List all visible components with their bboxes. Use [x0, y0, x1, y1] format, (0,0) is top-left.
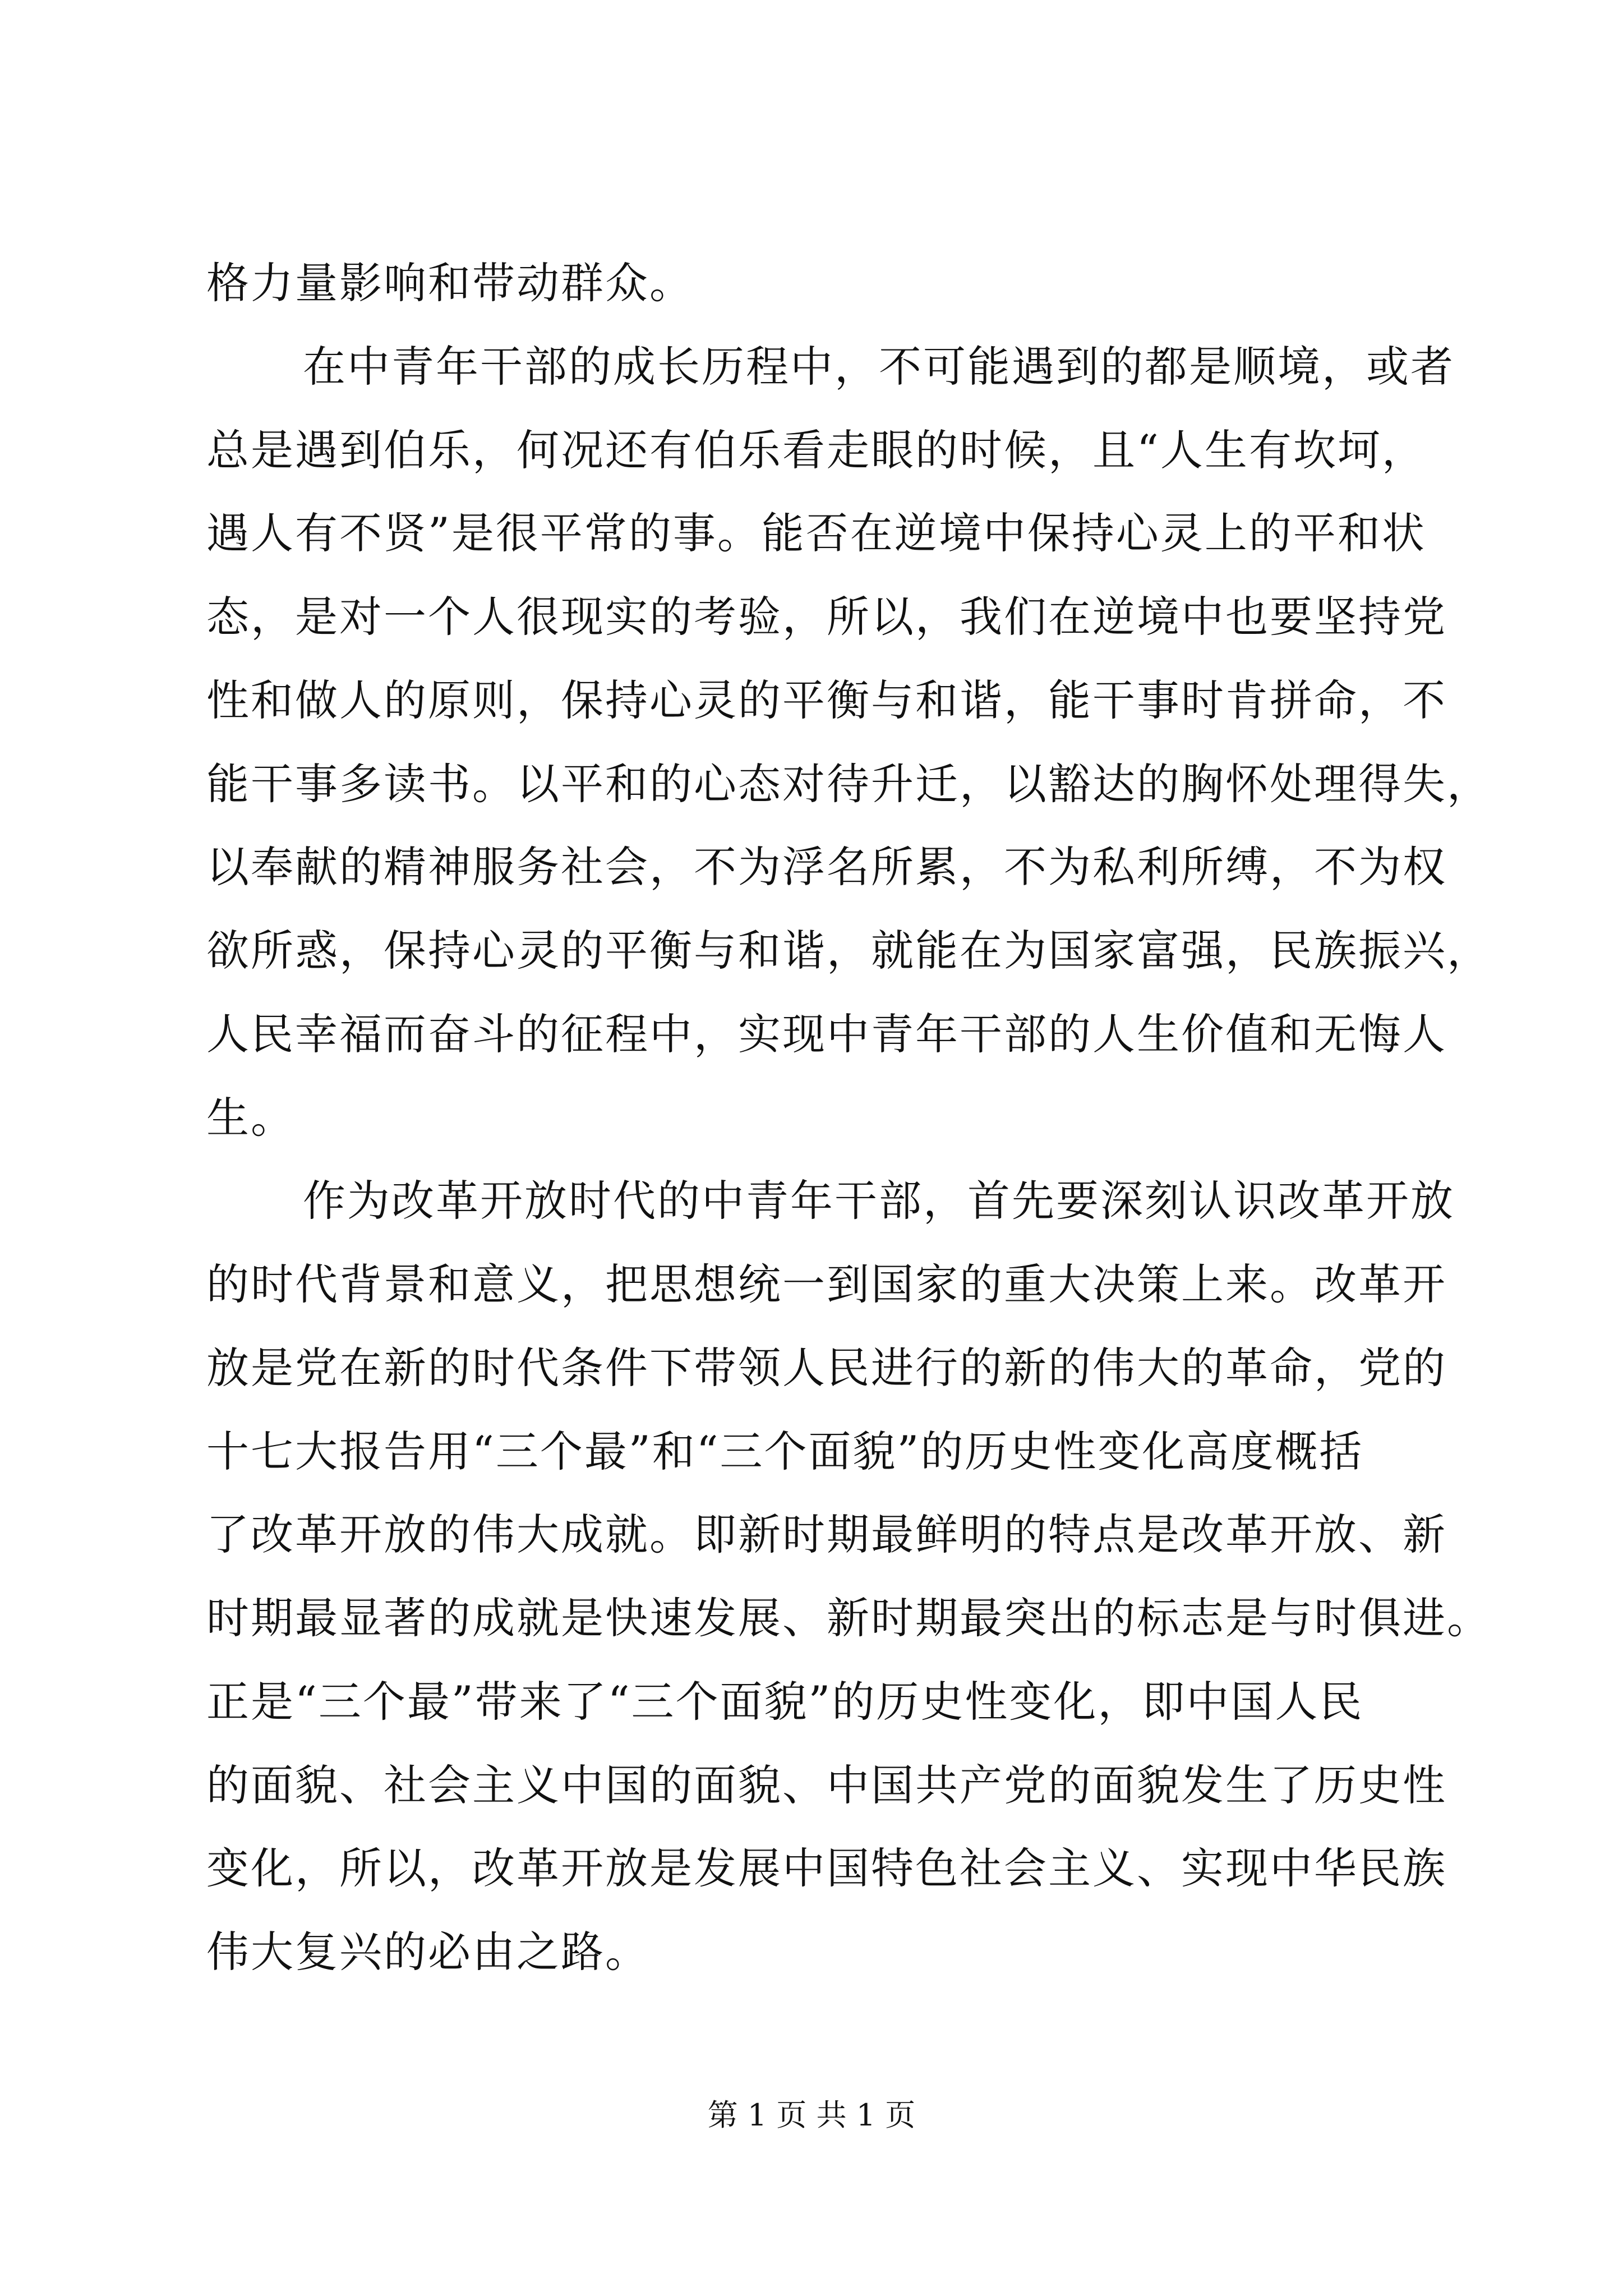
paragraph-3-line-3: 放是党在新的时代条件下带领人民进行的新的伟大的革命，党的	[206, 1343, 1447, 1393]
paragraph-2-line-9: 人民幸福而奋斗的征程中，实现中青年干部的人生价值和无悔人	[206, 1009, 1447, 1059]
paragraph-2-line-4: 态，是对一个人很现实的考验，所以，我们在逆境中也要坚持党	[206, 592, 1447, 642]
paragraph-3-line-7: 正是“三个最”带来了“三个面貌”的历史性变化，即中国人民	[206, 1677, 1364, 1727]
paragraph-2-line-5: 性和做人的原则，保持心灵的平衡与和谐，能干事时肯拼命，不	[206, 675, 1447, 725]
paragraph-3-line-4: 十七大报告用“三个最”和“三个面貌”的历史性变化高度概括	[206, 1427, 1364, 1476]
paragraph-3-line-9: 变化，所以，改革开放是发展中国特色社会主义、实现中华民族	[206, 1843, 1447, 1893]
paragraph-3-line-10: 伟大复兴的必由之路。	[206, 1927, 649, 1977]
paragraph-2-line-10: 生。	[206, 1093, 295, 1143]
paragraph-2-line-1: 在中青年干部的成长历程中，不可能遇到的都是顺境，或者	[303, 342, 1455, 392]
page-number-footer: 第 1 页 共 1 页	[707, 2097, 916, 2133]
paragraph-3-line-5: 了改革开放的伟大成就。即新时期最鲜明的特点是改革开放、新	[206, 1510, 1447, 1559]
paragraph-2-line-7: 以奉献的精神服务社会，不为浮名所累，不为私利所缚，不为权	[206, 842, 1447, 892]
paragraph-3-line-6: 时期最显著的成就是快速发展、新时期最突出的标志是与时俱进。	[206, 1593, 1491, 1643]
paragraph-3-line-8: 的面貌、社会主义中国的面貌、中国共产党的面貌发生了历史性	[206, 1760, 1447, 1810]
paragraph-3-line-1: 作为改革开放时代的中青年干部，首先要深刻认识改革开放	[303, 1176, 1455, 1226]
paragraph-2-line-6: 能干事多读书。以平和的心态对待升迁，以豁达的胸怀处理得失，	[206, 759, 1491, 809]
paragraph-2-line-8: 欲所惑，保持心灵的平衡与和谐，就能在为国家富强，民族振兴，	[206, 926, 1491, 976]
paragraph-1-line-1: 格力量影响和带动群众。	[206, 258, 694, 308]
paragraph-2-line-2: 总是遇到伯乐，何况还有伯乐看走眼的时候，且“人生有坎坷，	[206, 425, 1426, 475]
paragraph-2-line-3: 遇人有不贤”是很平常的事。能否在逆境中保持心灵上的平和状	[206, 508, 1426, 558]
paragraph-3-line-2: 的时代背景和意义，把思想统一到国家的重大决策上来。改革开	[206, 1259, 1447, 1309]
